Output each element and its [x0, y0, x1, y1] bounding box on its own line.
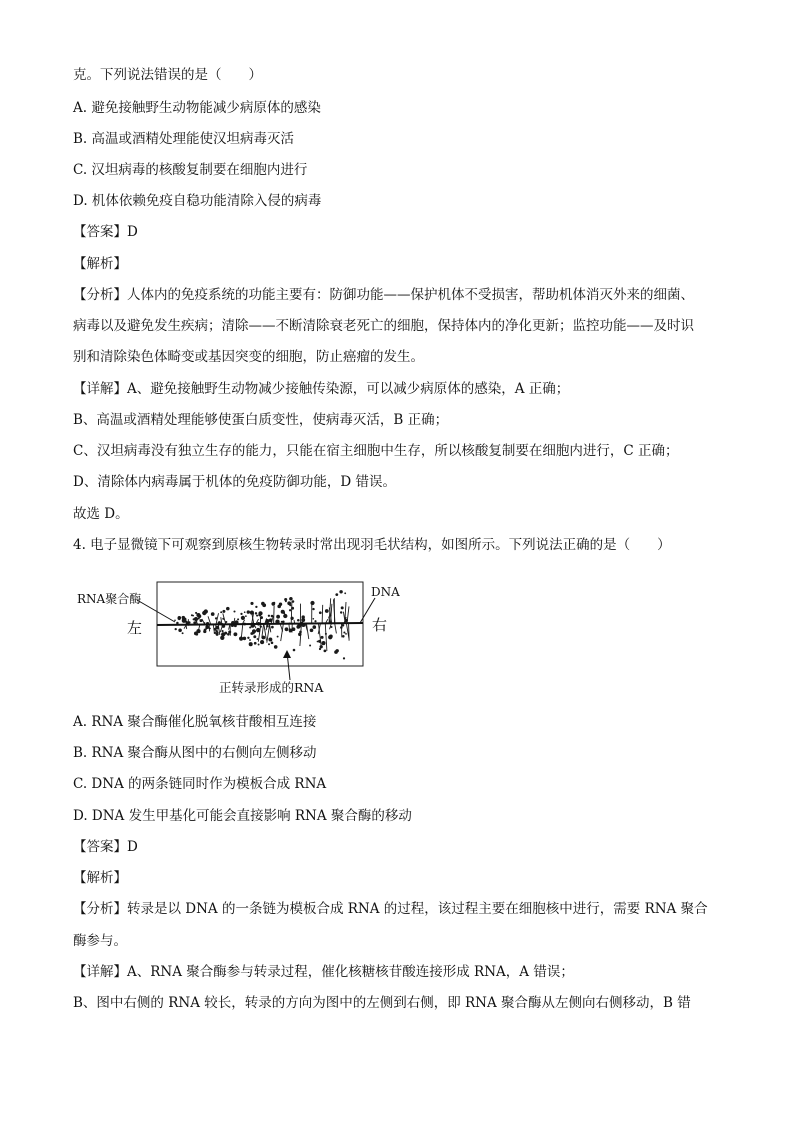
rna-strand-dot [324, 650, 327, 653]
rna-strand-dot [297, 619, 300, 622]
label-left: 左 [127, 619, 143, 637]
rna-strand-dot [224, 632, 227, 635]
rna-strand-dot [194, 617, 198, 621]
rna-strand-dot [271, 626, 274, 629]
rna-strand-dot [293, 649, 296, 652]
rna-strand-dot [247, 637, 249, 639]
q4-option-a: A. RNA 聚合酶催化脱氧核苷酸相互连接 [73, 714, 317, 730]
q3-detail-line-4: D、清除体内病毒属于机体的免疫防御功能，D 错误。 [73, 474, 396, 490]
rna-strand-dot [285, 627, 289, 631]
rna-strand-dot [194, 631, 198, 635]
rna-strand-dot [310, 628, 314, 632]
rna-strand-dot [243, 637, 247, 641]
rna-strand-dot [254, 643, 256, 645]
rna-strand-dot [256, 615, 258, 617]
rna-strand-line [221, 617, 222, 624]
q4-answer: 【答案】D [73, 839, 138, 855]
q3-option-d: D. 机体依赖免疫自稳功能清除入侵的病毒 [73, 193, 322, 209]
rna-strand-line [335, 624, 337, 633]
rna-strand-dot [312, 625, 316, 629]
rna-strand-dot [211, 612, 215, 616]
rna-strand-dot [253, 635, 256, 638]
q3-answer: 【答案】D [73, 224, 138, 240]
rna-strand-dot [325, 609, 329, 613]
label-transcribing-rna: 正转录形成的RNA [219, 680, 324, 695]
q3-stem-tail: 克。下列说法错误的是（ ） [73, 67, 262, 83]
rna-strand-dot [255, 612, 257, 614]
q4-analysis-line-1: 【分析】转录是以 DNA 的一条链为模板合成 RNA 的过程，该过程主要在细胞核中进行，需要 RNA 聚合 [73, 901, 708, 917]
rna-strand-dot [309, 645, 311, 647]
rna-strand-dot [329, 635, 333, 639]
rna-strand-dot [273, 602, 275, 604]
rna-strand-dot [203, 630, 206, 633]
rna-strand-dot [175, 628, 177, 630]
q4-option-b: B. RNA 聚合酶从图中的右侧向左侧移动 [73, 745, 317, 761]
rna-strand-dot [277, 636, 279, 638]
q4-stem: 4. 电子显微镜下可观察到原核生物转录时常出现羽毛状结构，如图所示。下列说法正确的是（ ） [73, 537, 671, 553]
q3-detail-line-3: C、汉坦病毒没有独立生存的能力，只能在宿主细胞中生存，所以核酸复制要在细胞内进行，C 正确； [73, 443, 679, 459]
rna-strand-dot [314, 620, 316, 622]
rna-strand-dot [249, 642, 253, 646]
q4-detail-line-1: 【详解】A、RNA 聚合酶参与转录过程，催化核糖核苷酸连接形成 RNA，A 错误； [73, 964, 574, 980]
rna-strand-dot [260, 640, 264, 644]
rna-strand-dot [241, 616, 245, 620]
rna-strand-dot [313, 618, 315, 620]
rna-strand-dot [255, 606, 257, 608]
rna-strand-dot [262, 603, 266, 607]
q3-option-b: B. 高温或酒精处理能使汉坦病毒灭活 [73, 131, 295, 147]
rna-strand-dot [310, 601, 314, 605]
rna-strand-dot [233, 610, 235, 612]
rna-strand-dot [283, 611, 285, 613]
label-dna: DNA [371, 585, 400, 599]
q3-detail-line-2: B、高温或酒精处理能够使蛋白质变性，使病毒灭活，B 正确； [73, 412, 449, 428]
rna-strand-dot [276, 615, 280, 619]
rna-strand-dot [182, 632, 184, 634]
rna-strand-line [258, 624, 261, 642]
rna-strand-dot [301, 618, 305, 622]
q4-detail-line-2: B、图中右侧的 RNA 较长，转录的方向为图中的左侧到右侧，即 RNA 聚合酶从左侧向右侧移动，B 错 [73, 995, 691, 1011]
q3-option-a: A. 避免接触野生动物能减少病原体的感染 [73, 100, 321, 116]
rna-strand-dot [339, 590, 342, 593]
rna-strand-line [325, 624, 327, 651]
rna-strand-dot [271, 642, 274, 645]
rna-strand-dot [335, 593, 338, 596]
rna-strand-line [270, 624, 271, 632]
rna-strand-line [274, 606, 275, 624]
rna-strand-dot [178, 618, 181, 621]
rna-strand-dot [253, 633, 255, 635]
q4-analysis-title: 【解析】 [73, 870, 127, 886]
q3-analysis-line-3: 别和清除染色体畸变或基因突变的细胞，防止癌瘤的发生。 [73, 349, 424, 365]
rna-strand-dot [258, 611, 262, 615]
rna-strand-dot [174, 619, 176, 621]
q3-analysis-line-1: 【分析】人体内的免疫系统的功能主要有：防御功能——保护机体不受损害，帮助机体消灭外来的细菌、 [73, 287, 694, 303]
rna-strand-dot [317, 641, 319, 643]
rna-strand-dot [312, 608, 314, 610]
rna-pointer-arrowhead [283, 650, 291, 658]
rna-strand-line [291, 601, 292, 624]
label-right: 右 [372, 616, 388, 634]
rna-strand-dot [289, 609, 291, 611]
rna-strand-dot [226, 607, 230, 611]
rna-strand-dot [277, 605, 281, 609]
rna-strand-line [349, 624, 350, 641]
rna-strand-dot [345, 633, 347, 635]
rna-strand-dot [240, 613, 242, 615]
q4-analysis-line-2: 酶参与。 [73, 933, 127, 949]
rna-strand-dot [245, 615, 247, 617]
rna-strand-line [241, 624, 243, 638]
rna-strand-dot [250, 602, 253, 605]
q4-option-d: D. DNA 发生甲基化可能会直接影响 RNA 聚合酶的移动 [73, 808, 412, 824]
rna-strand-dot [274, 645, 278, 649]
q4-option-c: C. DNA 的两条链同时作为模板合成 RNA [73, 776, 327, 792]
rna-strand-dot [198, 614, 202, 618]
rna-strand-dot [222, 610, 225, 613]
transcription-figure [75, 570, 405, 700]
rna-strand-dot [319, 611, 322, 614]
rna-strand-dot [244, 611, 246, 613]
rna-strand-dot [268, 638, 272, 642]
q3-analysis-line-2: 病毒以及避免发生疾病；清除——不断清除衰老死亡的细胞，保持体内的净化更新；监控功能——及时识 [73, 318, 694, 334]
q3-analysis-title: 【解析】 [73, 256, 127, 272]
rna-strand-dot [195, 612, 197, 614]
rna-strand-dot [343, 631, 345, 633]
rna-strand-dot [289, 604, 291, 606]
rna-strand-dot [191, 614, 193, 616]
rna-strand-dot [321, 636, 324, 639]
rna-strand-dot [268, 643, 270, 645]
rna-strand-dot [343, 657, 345, 659]
rna-strand-dot [284, 598, 287, 601]
feather-structure-diagram [75, 570, 405, 700]
q3-detail-line-1: 【详解】A、避免接触野生动物减少接触传染源，可以减少病原体的感染，A 正确； [73, 381, 570, 397]
rna-strand-dot [178, 629, 182, 633]
rna-strand-dot [344, 592, 346, 594]
rna-strand-dot [183, 618, 186, 621]
rna-strand-dot [249, 639, 251, 641]
rna-strand-line [322, 605, 323, 624]
rna-strand-dot [249, 626, 251, 628]
rna-strand-dot [342, 635, 345, 638]
rna-strand-dot [247, 610, 250, 613]
rna-strand-dot [237, 618, 239, 620]
rna-strand-dot [341, 606, 344, 609]
rna-strand-dot [202, 611, 206, 615]
rna-strand-dot [334, 650, 338, 654]
rna-strand-dot [340, 611, 342, 613]
enzyme-pointer [137, 600, 175, 622]
rna-strand-dot [222, 630, 224, 632]
rna-strand-line [347, 606, 349, 624]
q3-conclusion: 故选 D。 [73, 506, 129, 522]
rna-strand-dot [258, 644, 260, 646]
rna-strand-dot [220, 611, 222, 613]
rna-strand-line [202, 619, 205, 624]
rna-strand-line [307, 624, 309, 639]
rna-strand-dot [268, 615, 270, 617]
rna-strand-dot [233, 632, 237, 636]
rna-strand-dot [289, 597, 293, 601]
label-rna-polymerase: RNA聚合酶 [77, 592, 142, 606]
rna-strand-dot [321, 641, 325, 645]
rna-strand-dot [283, 614, 287, 618]
q3-option-c: C. 汉坦病毒的核酸复制要在细胞内进行 [73, 162, 308, 178]
